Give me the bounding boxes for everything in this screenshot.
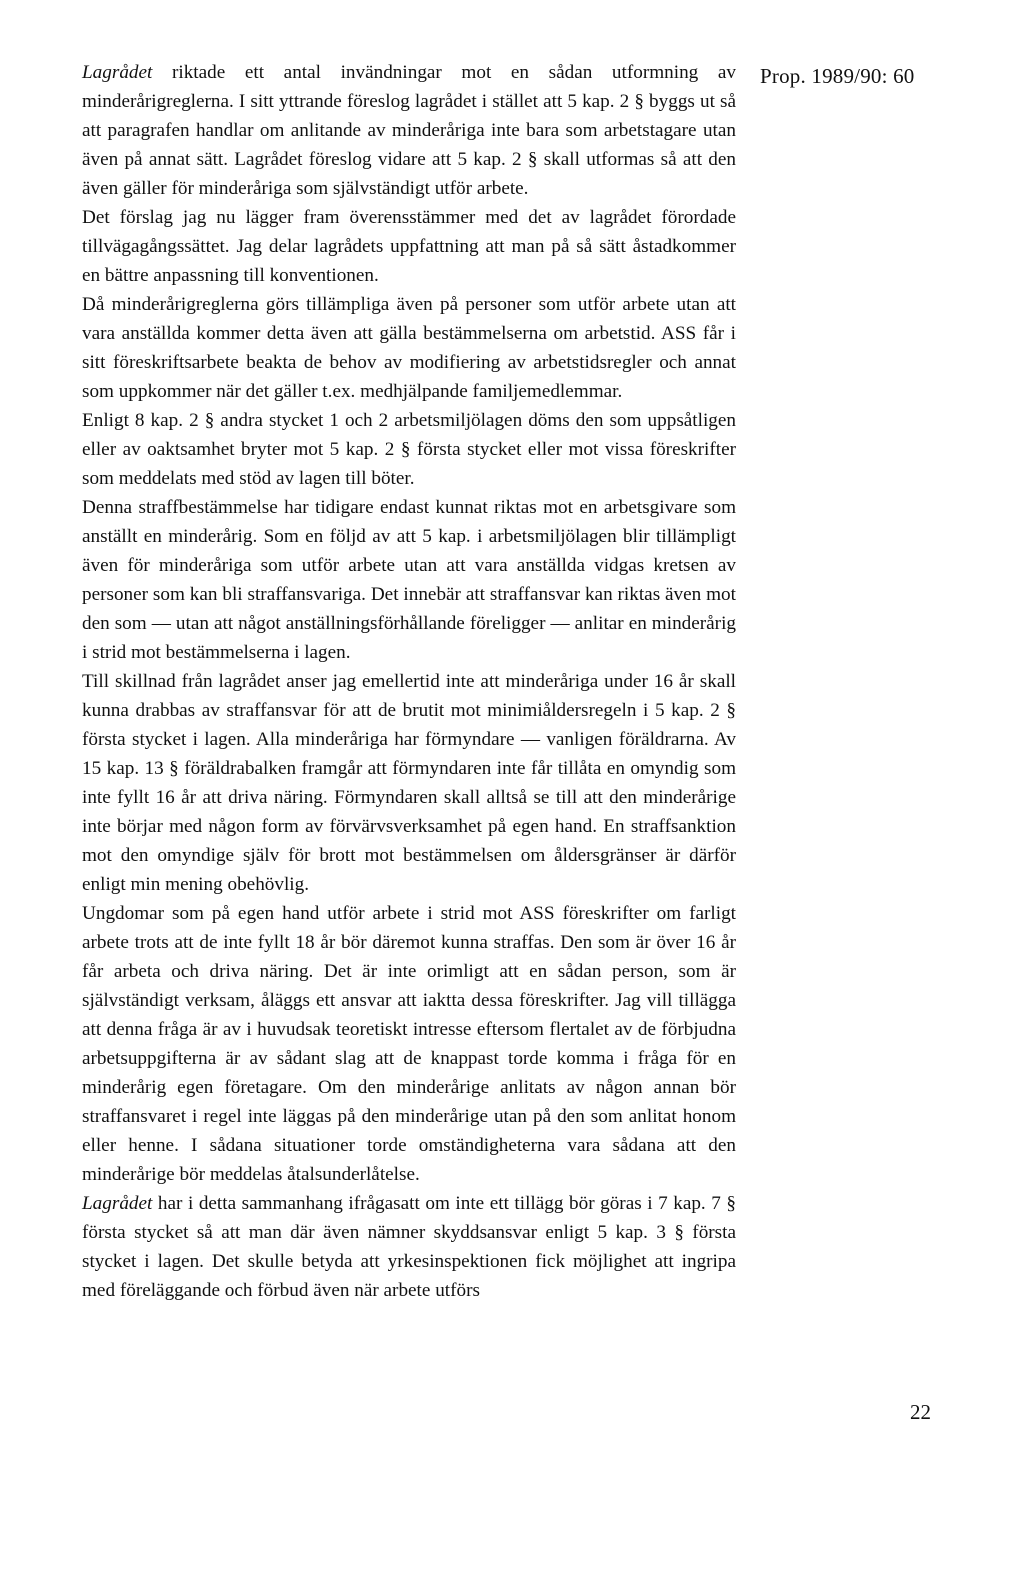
- paragraph-8: [82, 1189, 736, 1305]
- body-text: [82, 58, 736, 1305]
- paragraph-text: har i detta sammanhang ifrågasatt om inte ett tillägg bör göras i 7 kap. 7 § första stycket så att man där även nämner skyddsansvar enligt 5 kap. 3 § första stycket i lagen. Det skulle betyda att yrkesinspektionen fick möjlighet att ingripa med föreläggande och förbud även när arbete utförs: [82, 1193, 736, 1301]
- paragraph-text: riktade ett antal invändningar mot en sådan utformning av minderårigreglerna. I sitt yttrande föreslog lagrådet i stället att 5 kap. 2 § byggs ut så att paragrafen handlar om anlitande av minderåriga inte bara som arbetstagare utan även på annat sätt. Lagrådet föreslog vidare att 5 kap. 2 § skall utformas så att den även gäller för minderåriga som självständigt utför arbete.: [82, 62, 736, 199]
- paragraph-4: [82, 406, 736, 493]
- paragraph-1: [82, 58, 736, 203]
- page-number: 22: [910, 1400, 931, 1424]
- paragraph-text: Till skillnad från lagrådet anser jag emellertid inte att minderåriga under 16 år skall kunna drabbas av straffansvar för att de brutit mot minimiåldersregeln i 5 kap. 2 § första stycket i lagen. Alla minderåriga har förmyndare — vanligen föräldrarna. Av 15 kap. 13 § föräldrabalken framgår att förmyndaren inte får tillåta en omyndig som inte fyllt 16 år att driva näring. Förmyndaren skall alltså se till att den minderårige inte börjar med någon form av förvärvsverksamhet på egen hand. En straffsanktion mot den omyndige själv för brott mot bestämmelsen om åldersgränser är därför enligt min mening obehövlig.: [82, 671, 736, 895]
- paragraph-7: [82, 899, 736, 1189]
- paragraph-text: Det förslag jag nu lägger fram överensstämmer med det av lagrådet förordade tillvägagångssättet. Jag delar lagrådets uppfattning att man på så sätt åstadkommer en bättre anpassning till konventionen.: [82, 207, 736, 286]
- paragraph-text: Ungdomar som på egen hand utför arbete i strid mot ASS föreskrifter om farligt arbete trots att de inte fyllt 18 år bör däremot kunna straffas. Den som är över 16 år får arbeta och driva näring. Det är inte orimligt att en sådan person, som är självständigt verksam, åläggs ett ansvar att iaktta dessa föreskrifter. Jag vill tillägga att denna fråga är av i huvudsak teoretiskt intresse eftersom flertalet av de förbjudna arbetsuppgifterna är av sådant slag att de knappast torde komma i fråga för en minderårig egen företagare. Om den minderårige anlitats av någon annan bör straffansvaret i regel inte läggas på den minderårige utan på den som anlitat honom eller henne. I sådana situationer torde omständigheterna vara sådana att den minderårige bör meddelas åtalsunderlåtelse.: [82, 903, 736, 1185]
- paragraph-lead-italic: Lagrådet: [82, 62, 153, 83]
- proposition-reference: Prop. 1989/90: 60: [760, 64, 915, 88]
- paragraph-5: [82, 493, 736, 667]
- paragraph-text: Enligt 8 kap. 2 § andra stycket 1 och 2 arbetsmiljölagen döms den som uppsåtligen eller av oaktsamhet bryter mot 5 kap. 2 § första stycket eller mot vissa föreskrifter som meddelats med stöd av lagen till böter.: [82, 410, 736, 489]
- paragraph-2: [82, 203, 736, 290]
- paragraph-6: [82, 667, 736, 899]
- paragraph-text: Då minderårigreglerna görs tillämpliga även på personer som utför arbete utan att vara anställda kommer detta även att gälla bestämmelserna om arbetstid. ASS får i sitt föreskriftsarbete beakta de behov av modifiering av arbetstidsregler och annat som uppkommer när det gäller t.ex. medhjälpande familjemedlemmar.: [82, 294, 736, 402]
- paragraph-text: Denna straffbestämmelse har tidigare endast kunnat riktas mot en arbetsgivare som anställt en minderårig. Som en följd av att 5 kap. i arbetsmiljölagen blir tillämpligt även för minderåriga som utför arbete utan att vara anställda vidgas kretsen av personer som kan bli straffansvariga. Det innebär att straffansvar kan riktas även mot den som — utan att något anställningsförhållande föreligger — anlitar en minderårig i strid mot bestämmelserna i lagen.: [82, 497, 736, 663]
- paragraph-3: [82, 290, 736, 406]
- paragraph-lead-italic: Lagrådet: [82, 1193, 153, 1214]
